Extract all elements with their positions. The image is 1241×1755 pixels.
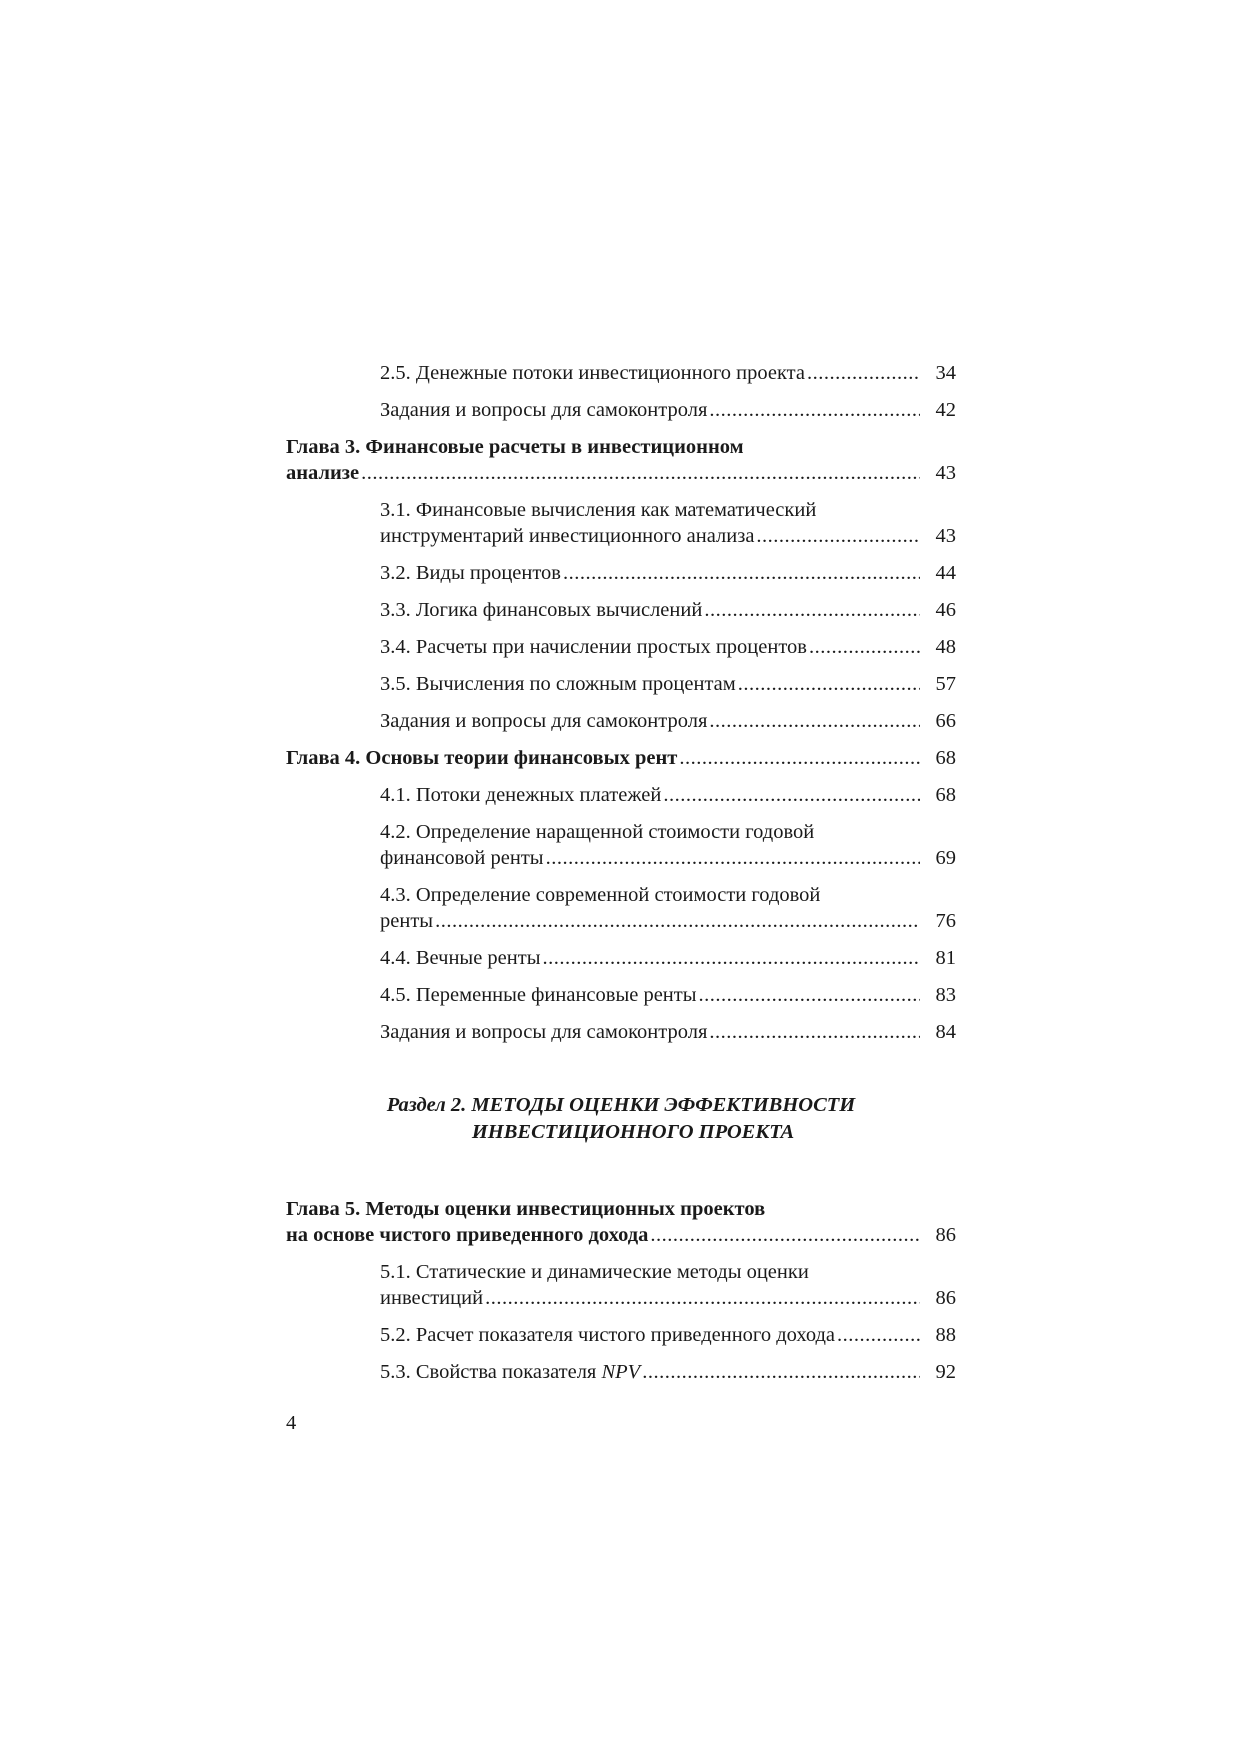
toc-page-number: 86 [935,1224,956,1246]
toc-entry-label-abbreviation: NPV [601,1361,641,1383]
toc-page-number: 43 [935,462,956,484]
toc-chapter-title-line2: на основе чистого приведенного дохода [286,1224,649,1246]
toc-entry[interactable] [286,634,956,660]
toc-page-number: 48 [935,636,956,658]
toc-entry[interactable] [286,1259,956,1311]
section-heading-line1: Раздел 2. МЕТОДЫ ОЦЕНКИ ЭФФЕКТИВНОСТИ [386,1094,856,1116]
toc-page-number: 76 [935,910,956,932]
toc-page-number: 34 [935,362,956,384]
toc-page-number: 68 [935,784,956,806]
dot-leader [546,845,920,871]
toc-entry[interactable] [286,982,956,1008]
toc-entry[interactable] [286,597,956,623]
toc-entry-label: 5.2. Расчет показателя чистого приведенного дохода [380,1324,836,1346]
toc-page-number: 43 [935,525,956,547]
section-heading [286,1092,956,1146]
dot-leader [809,634,920,660]
toc-chapter-title-line2: анализе [286,462,360,484]
toc-page-number: 86 [935,1287,956,1309]
dot-leader [837,1322,920,1348]
dot-leader [650,1222,920,1248]
section-heading-line2: ИНВЕСТИЦИОННОГО ПРОЕКТА [471,1121,795,1143]
dot-leader [542,945,920,971]
toc-entry-label: 4.4. Вечные ренты [380,947,541,969]
toc-entry-label-line1: 3.1. Финансовые вычисления как математический [380,499,817,521]
dot-leader [361,460,920,486]
toc-page-number: 57 [935,673,956,695]
toc-page-number: 42 [935,399,956,421]
toc-entry-label: финансовой ренты [380,847,544,869]
dot-leader [738,671,920,697]
dot-leader [663,782,920,808]
toc-chapter-title-line1: Глава 3. Финансовые расчеты в инвестиционном [286,436,744,458]
toc-entry[interactable] [286,1019,956,1045]
dot-leader [642,1359,920,1385]
toc-entry[interactable] [286,497,956,549]
toc-page-number: 84 [935,1021,956,1043]
toc-chapter-title-line1: Глава 5. Методы оценки инвестиционных проектов [286,1198,766,1220]
table-of-contents-part-1 [286,360,956,1056]
toc-entry-label: ренты [380,910,434,932]
dot-leader [563,560,920,586]
dot-leader [756,523,920,549]
toc-chapter-entry[interactable] [286,434,956,486]
toc-page-number: 83 [935,984,956,1006]
toc-entry-label-line1: 5.1. Статические и динамические методы оценки [380,1261,809,1283]
dot-leader [435,908,920,934]
toc-entry-label: 4.5. Переменные финансовые ренты [380,984,697,1006]
toc-entry-label: Задания и вопросы для самоконтроля [380,710,708,732]
toc-page-number: 68 [935,747,956,769]
toc-entry-label: 4.1. Потоки денежных платежей [380,784,662,806]
toc-entry-label: 2.5. Денежные потоки инвестиционного проекта [380,362,805,384]
page-number: 4 [286,1412,297,1434]
toc-entry-label: инструментарий инвестиционного анализа [380,525,755,547]
dot-leader [709,397,920,423]
toc-entry-label [380,1359,640,1385]
dot-leader [807,360,920,386]
toc-page-number: 92 [935,1361,956,1383]
toc-page-number: 69 [935,847,956,869]
dot-leader [704,597,920,623]
toc-page-number: 81 [935,947,956,969]
toc-entry[interactable] [286,1322,956,1348]
toc-entry[interactable] [286,397,956,423]
toc-entry[interactable] [286,945,956,971]
toc-chapter-entry[interactable] [286,1196,956,1248]
toc-chapter-title: Глава 4. Основы теории финансовых рент [286,747,678,769]
toc-entry-label: 3.5. Вычисления по сложным процентам [380,673,736,695]
toc-entry[interactable] [286,1359,956,1385]
toc-entry[interactable] [286,708,956,734]
toc-entry-label: 3.4. Расчеты при начислении простых процентов [380,636,807,658]
toc-entry-label: Задания и вопросы для самоконтроля [380,399,708,421]
toc-entry-label: 3.3. Логика финансовых вычислений [380,599,703,621]
toc-chapter-entry[interactable] [286,745,956,771]
dot-leader [709,1019,920,1045]
dot-leader [699,982,920,1008]
table-of-contents-part-2 [286,1196,956,1396]
toc-entry-label-text: 5.3. Свойства показателя [380,1361,602,1383]
dot-leader [679,745,920,771]
toc-page-number: 44 [935,562,956,584]
toc-entry[interactable] [286,560,956,586]
dot-leader [709,708,920,734]
dot-leader [485,1285,920,1311]
toc-entry[interactable] [286,882,956,934]
toc-page-number: 46 [935,599,956,621]
toc-page-number: 66 [935,710,956,732]
toc-entry[interactable] [286,819,956,871]
toc-entry-label: Задания и вопросы для самоконтроля [380,1021,708,1043]
toc-entry[interactable] [286,782,956,808]
toc-entry-label: инвестиций [380,1287,484,1309]
toc-page-number: 88 [935,1324,956,1346]
toc-entry[interactable] [286,671,956,697]
toc-entry-label-line1: 4.3. Определение современной стоимости годовой [380,884,821,906]
toc-entry[interactable] [286,360,956,386]
toc-entry-label: 3.2. Виды процентов [380,562,561,584]
toc-entry-label-line1: 4.2. Определение наращенной стоимости годовой [380,821,815,843]
